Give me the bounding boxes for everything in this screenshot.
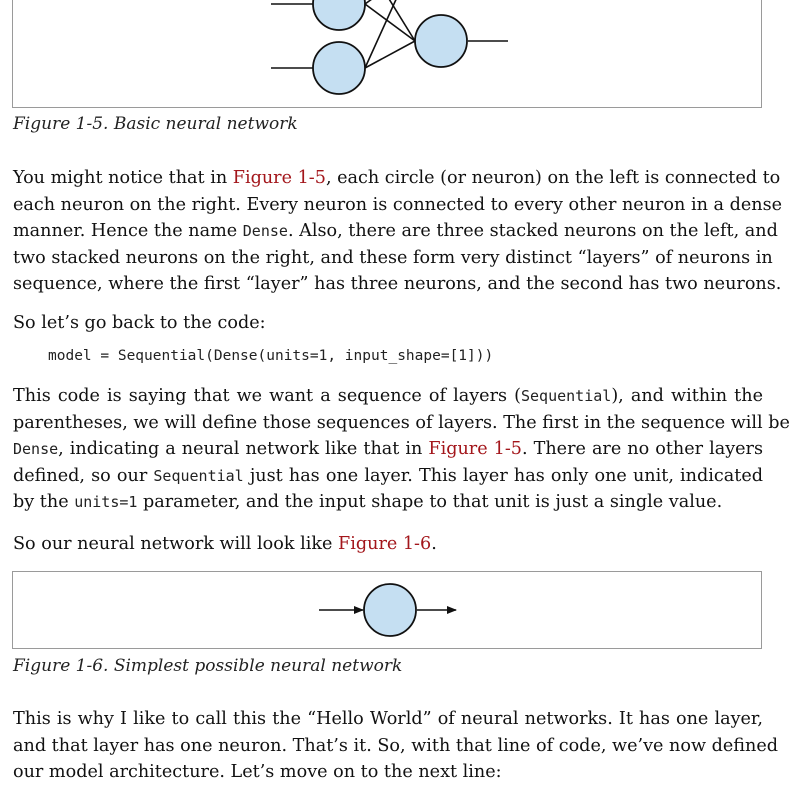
paragraph-1 <box>13 165 783 298</box>
connection-2 <box>365 41 415 68</box>
text: defined, so our <box>13 465 154 486</box>
paragraph-3 <box>13 383 790 516</box>
text: just has one layer. This layer has only one unit, indicated <box>243 465 763 486</box>
text: , each circle (or neuron) on the left is connected to <box>325 168 781 188</box>
paragraph-2: So let’s go back to the code: <box>13 313 266 333</box>
text: . Also, there are three stacked neurons on the left, and <box>287 221 778 241</box>
text-line: parentheses, we will define those sequences of layers. The first in the sequence will be <box>13 412 790 433</box>
connection-4 <box>365 0 408 68</box>
text-line: This is why I like to call this the “Hello World” of neural networks. It has one layer, <box>13 709 763 729</box>
text-line: sequence, where the first “layer” has three neurons, and the second has two neurons. <box>13 274 782 294</box>
figure-1-6-link[interactable]: Figure 1-6 <box>338 534 432 554</box>
text-line: two stacked neurons on the right, and these form very distinct “layers” of neurons in <box>13 247 773 268</box>
text: , indicating a neural network like that in <box>58 439 429 459</box>
figure-1-6-diagram <box>12 571 762 649</box>
paragraph-5 <box>13 706 779 786</box>
inline-code-sequential: Sequential <box>521 387 612 405</box>
figure-1-5-caption: Figure 1-5. Basic neural network <box>13 114 298 134</box>
text-line: our model architecture. Let’s move on to the next line: <box>13 762 502 782</box>
neuron-left-2 <box>313 0 365 30</box>
text: parameter, and the input shape to that unit is just a single value. <box>137 492 723 512</box>
connection-1 <box>365 4 415 41</box>
connection-3 <box>365 0 408 4</box>
inline-code-dense: Dense <box>13 440 59 458</box>
single-neuron <box>364 584 416 636</box>
inline-code-sequential: Sequential <box>153 466 244 485</box>
figure-1-5-link[interactable]: Figure 1-5 <box>232 168 326 188</box>
neuron-right-2 <box>415 15 467 67</box>
text: So our neural network will look like <box>13 534 339 554</box>
text: . <box>431 534 437 554</box>
text: manner. Hence the name <box>13 221 243 241</box>
text: . There are no other layers <box>521 439 763 459</box>
text: You might notice that in <box>13 168 233 188</box>
figure-1-5-diagram <box>12 0 762 108</box>
text-line: each neuron on the right. Every neuron is connected to every other neuron in a dense <box>13 194 783 215</box>
inline-code-units: units=1 <box>74 493 138 511</box>
text: by the <box>13 492 75 512</box>
neuron-left-3 <box>313 42 365 94</box>
single-neuron-diagram <box>13 572 763 650</box>
neural-network-diagram <box>13 0 763 109</box>
inline-code-dense: Dense <box>242 222 288 240</box>
text-line: and that layer has one neuron. That’s it. So, with that line of code, we’ve now defined <box>13 735 779 756</box>
figure-1-5-link[interactable]: Figure 1-5 <box>428 439 522 459</box>
figure-1-6-caption: Figure 1-6. Simplest possible neural network <box>13 656 403 676</box>
paragraph-4 <box>13 531 763 558</box>
code-listing: model = Sequential(Dense(units=1, input_shape=[1])) <box>48 348 494 364</box>
text: ), and within the <box>611 386 763 406</box>
text: This code is saying that we want a sequence of layers ( <box>13 386 521 406</box>
